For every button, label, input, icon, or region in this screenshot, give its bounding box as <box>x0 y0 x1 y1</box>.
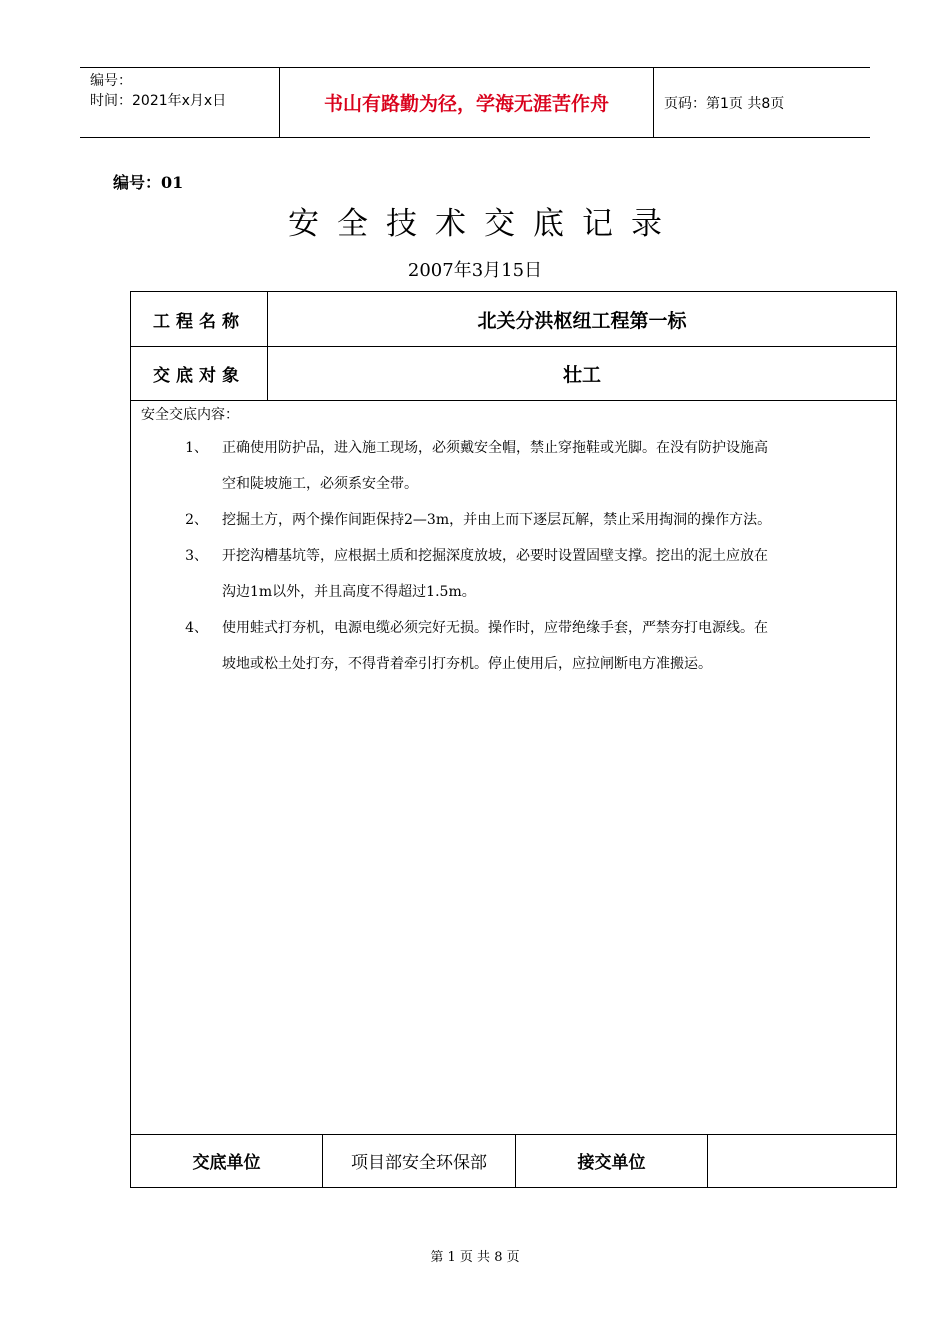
project-row <box>131 292 896 347</box>
item-line: 挖掘土方，两个操作间距保持2—3m，并由上而下逐层瓦解，禁止采用掏洞的操作方法。 <box>222 512 772 528</box>
item-number: 2、 <box>185 512 208 528</box>
item-number: 3、 <box>185 548 208 564</box>
item-text <box>208 502 868 538</box>
item-line: 空和陡坡施工，必须系安全带。 <box>222 476 418 492</box>
header-strip <box>80 67 870 138</box>
list-item <box>131 610 871 682</box>
doc-number: 编号：01 <box>113 173 184 192</box>
target-label: 交底对象 <box>131 346 268 400</box>
to-label: 接交单位 <box>516 1134 708 1187</box>
list-item <box>131 538 871 610</box>
item-line: 坡地或松土处打夯，不得背着牵引打夯机。停止使用后，应拉闸断电方准搬运。 <box>222 656 712 672</box>
target-value: 壮工 <box>562 363 601 386</box>
header-time-label: 时间：2021年x月x日 <box>90 93 227 109</box>
project-label: 工程名称 <box>131 292 268 346</box>
page-footer: 第 1 页 共 8 页 <box>430 1250 520 1265</box>
item-number: 1、 <box>185 440 208 456</box>
signoff-row <box>131 1134 896 1187</box>
content-cell <box>131 400 896 1135</box>
item-text <box>208 610 868 682</box>
item-number: 4、 <box>185 620 208 636</box>
to-value <box>708 1134 896 1187</box>
record-table <box>130 291 897 1188</box>
header-meta <box>80 68 280 137</box>
item-line: 沟边1m以外，并且高度不得超过1.5m。 <box>222 584 476 600</box>
list-item <box>131 430 871 502</box>
item-line: 使用蛙式打夯机，电源电缆必须完好无损。操作时，应带绝缘手套，严禁夯打电源线。在 <box>222 620 768 636</box>
page-title: 安全技术交底记录 <box>288 206 680 242</box>
item-text <box>208 538 868 610</box>
item-text <box>208 430 868 502</box>
content-list <box>131 430 871 682</box>
item-line: 开挖沟槽基坑等，应根据土质和挖掘深度放坡，必要时设置固壁支撑。挖出的泥土应放在 <box>222 548 768 564</box>
target-row <box>131 346 896 401</box>
header-page-info: 页码：第1页 共8页 <box>664 95 785 112</box>
item-line: 正确使用防护品，进入施工现场，必须戴安全帽，禁止穿拖鞋或光脚。在没有防护设施高 <box>222 440 768 456</box>
content-heading: 安全交底内容： <box>141 407 239 423</box>
from-value: 项目部安全环保部 <box>323 1134 516 1187</box>
header-number-label: 编号： <box>90 73 132 89</box>
project-value: 北关分洪枢纽工程第一标 <box>477 309 687 332</box>
header-motto: 书山有路勤为径，学海无涯苦作舟 <box>280 68 654 137</box>
from-label: 交底单位 <box>131 1134 323 1187</box>
list-item <box>131 502 871 538</box>
doc-date: 2007年3月15日 <box>407 260 543 281</box>
